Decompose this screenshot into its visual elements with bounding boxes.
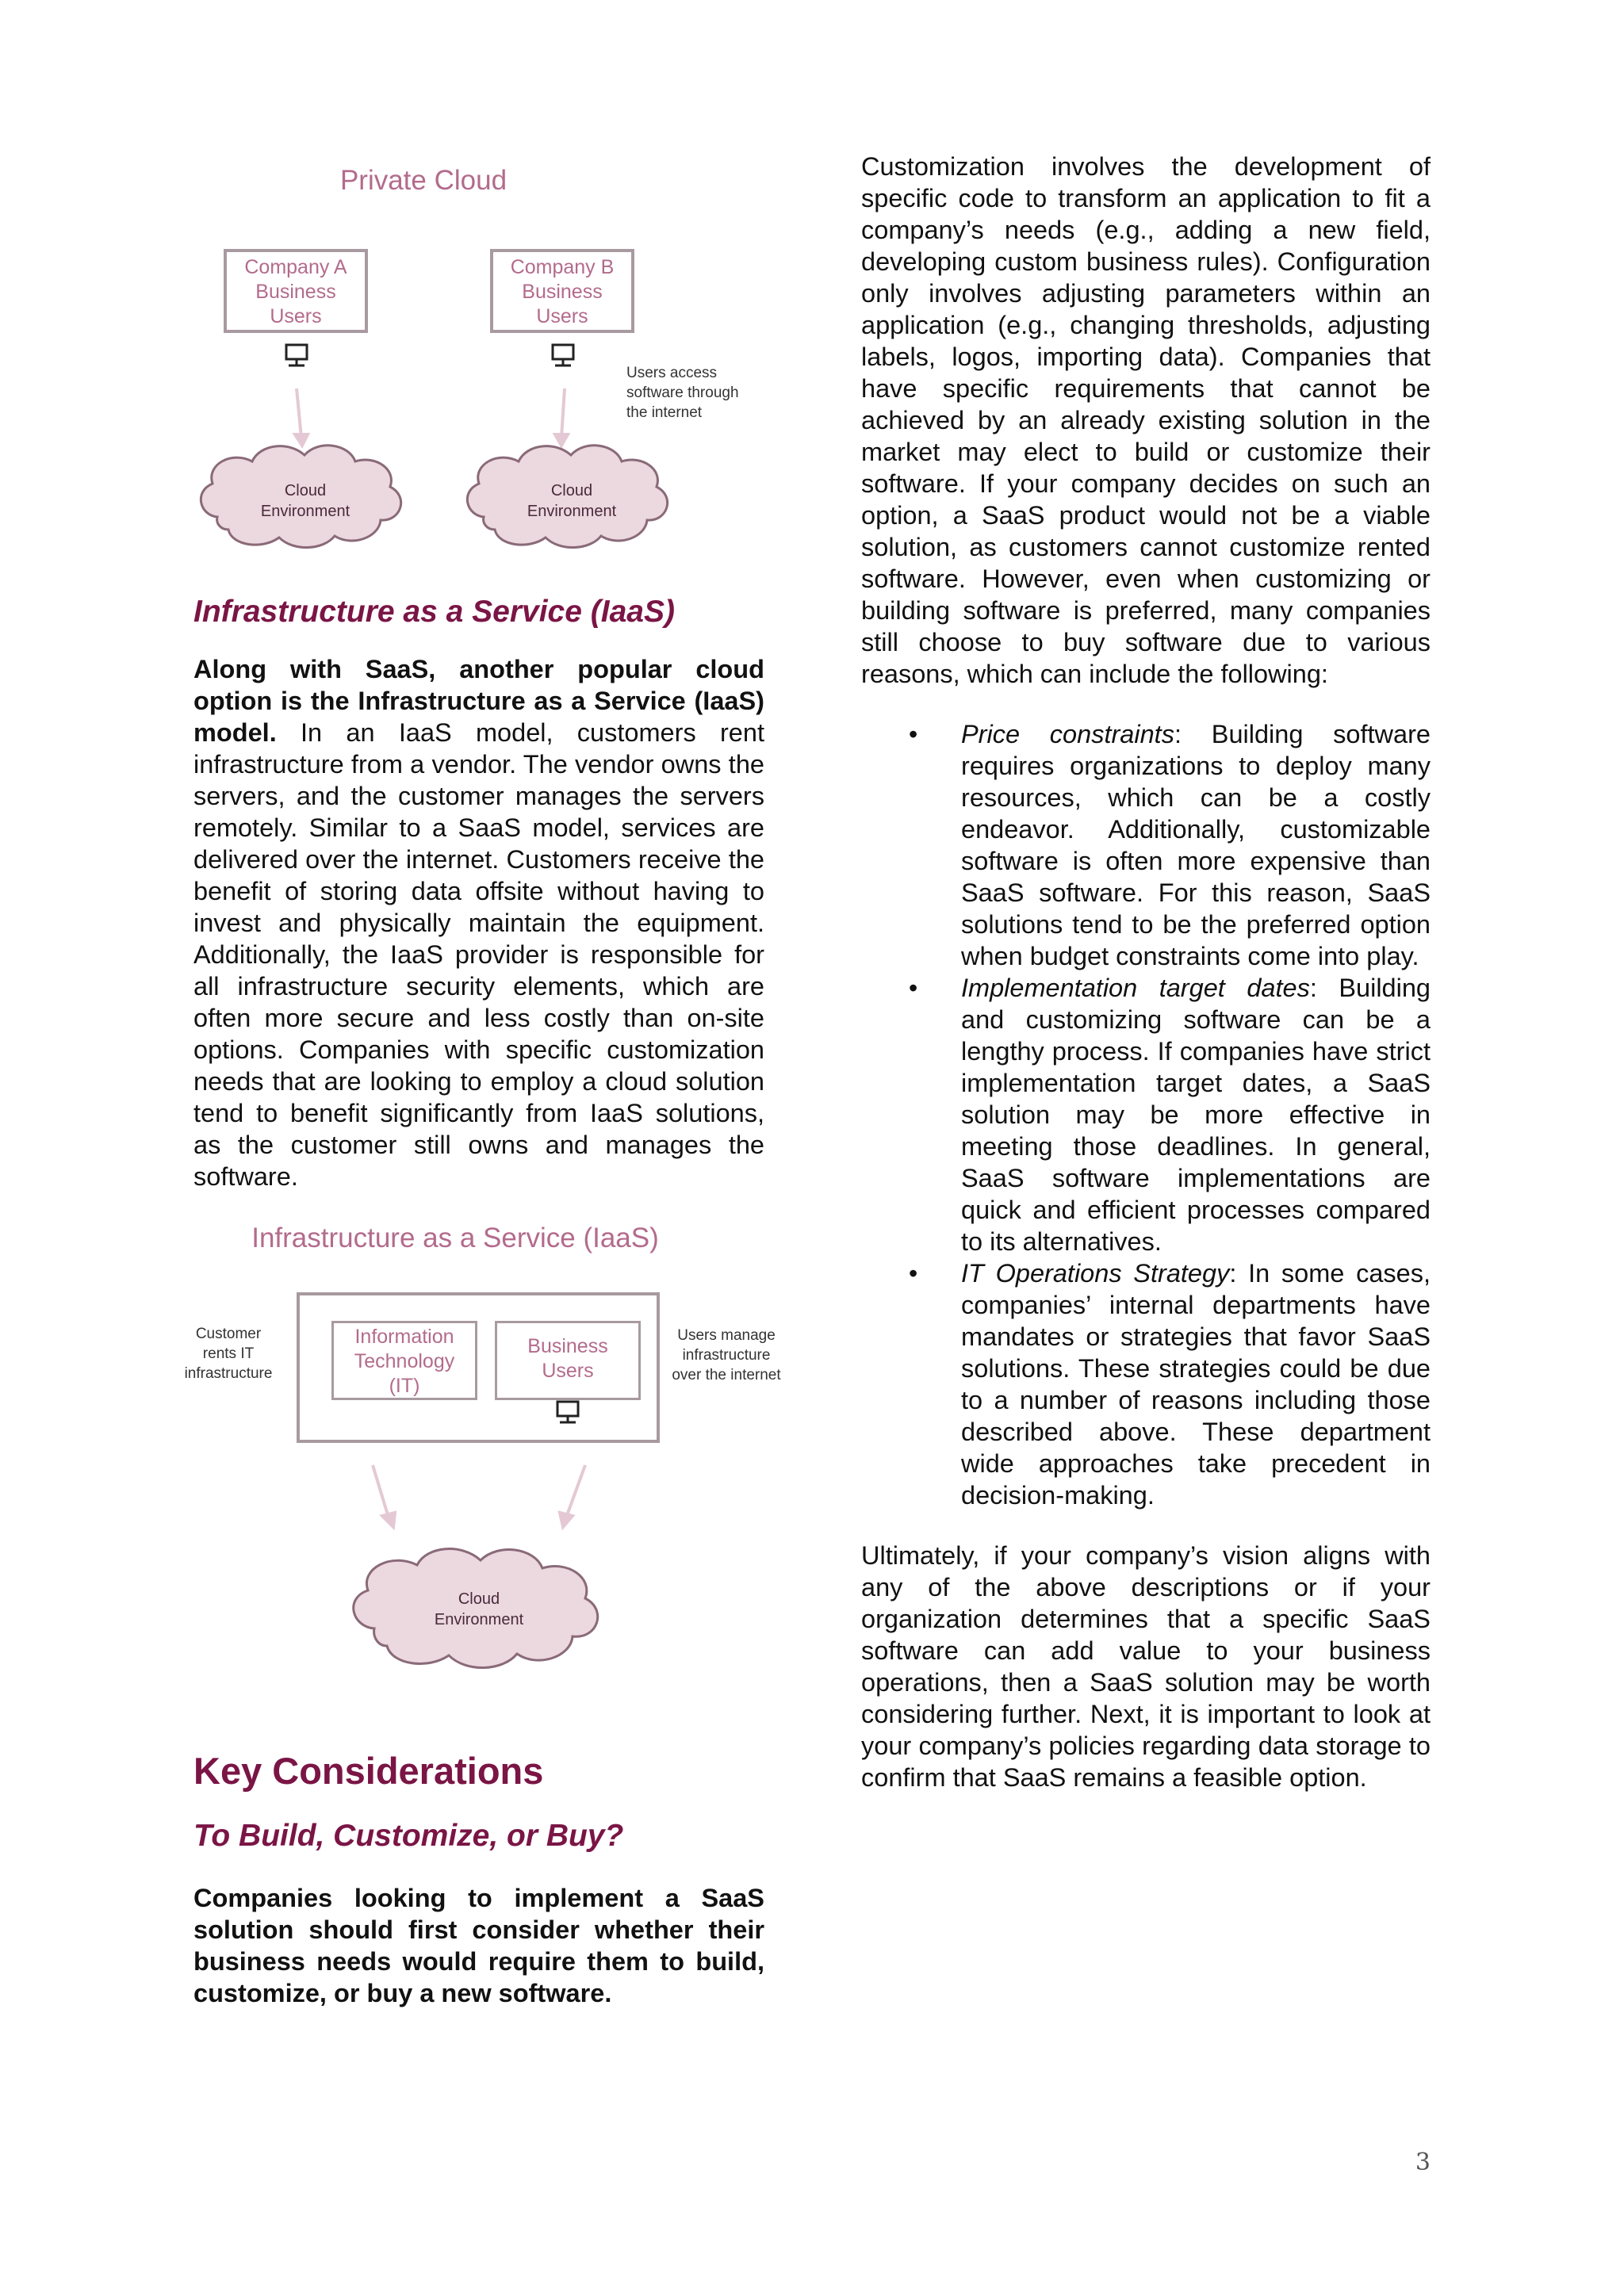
note-line: the internet — [626, 404, 703, 421]
iaas-diagram — [170, 1215, 788, 1714]
cloud-line: Environment — [434, 1611, 524, 1628]
box-line: Business — [522, 281, 603, 303]
box-line: Users — [270, 305, 322, 327]
iaas-body: In an IaaS model, customers rent infrastructure from a vendor. The vendor owns the servers, and the customer manages the servers remotely. Similar to a SaaS model, services are delivered over the internet. Customers receive the benefit of storing data offsite without having to invest and physically maintain the equipment. Additionally, the IaaS provider is responsible for all infrastructure security elements, which are often more secure and less costly than on-site options. Companies with specific customization needs that are looking to employ a cloud solution tend to benefit significantly from IaaS solutions, as the customer still owns and manages the software. — [193, 718, 764, 1191]
diagram-title: Private Cloud — [339, 165, 508, 196]
arrow-icon — [555, 388, 568, 446]
build-customize-buy-heading: To Build, Customize, or Buy? — [193, 1819, 624, 1853]
arrow-icon — [373, 1465, 395, 1527]
cloud-line: Environment — [260, 503, 350, 520]
list-item-body: : Building software requires organizations to deploy many resources, which can be a costly endeavor. Additionally, customizable software is often more expensive than SaaS software. For this reason, SaaS solutions tend to be the preferred option when budget constraints come into play. — [961, 720, 1431, 970]
list-item-text — [961, 972, 1431, 1257]
note-line: infrastructure — [682, 1347, 771, 1364]
box-line: Company B — [510, 256, 615, 278]
list-item-text — [961, 1257, 1431, 1511]
note-line: rents IT — [202, 1345, 255, 1362]
iaas-lead: Along with SaaS, another popular cloud option is the Infrastructure as a Service (IaaS) model. — [193, 655, 764, 747]
monitor-icon — [286, 345, 307, 365]
box-line: Users — [542, 1360, 594, 1382]
list-item-term: Price constraints — [961, 720, 1174, 748]
list-item-body: : Building and customizing software can be a lengthy process. If companies have strict implementation target dates, a SaaS solution may be more effective in meeting those deadlines. In general, SaaS software implementations are quick and efficient processes compared to its alternatives. — [961, 974, 1431, 1256]
note-line: infrastructure — [184, 1365, 273, 1382]
private-cloud-diagram — [186, 151, 756, 585]
monitor-icon — [553, 345, 573, 365]
list-item-term: Implementation target dates — [961, 974, 1310, 1002]
monitor-icon — [557, 1402, 578, 1422]
cloud-line: Cloud — [284, 482, 327, 499]
right-column — [861, 151, 1431, 1793]
iaas-heading: Infrastructure as a Service (IaaS) — [193, 595, 675, 629]
ultimately-paragraph: Ultimately, if your company’s vision aligns with any of the above descriptions or if your organization determines that a specific SaaS software can add value to your business operations, then a SaaS solution may be worth considering further. Next, it is important to look at your company’s policies regarding data storage to confirm that SaaS remains a feasible option. — [861, 1541, 1431, 1792]
diagram-title: Infrastructure as a Service (IaaS) — [251, 1223, 659, 1253]
arrow-icon — [560, 1465, 585, 1527]
list-item-body: : In some cases, companies’ internal departments have mandates or strategies that favor SaaS solutions. These strategies could be due to a number of reasons including those described above. These department wide approaches take precedent in decision-making. — [961, 1259, 1431, 1510]
iaas-paragraph — [193, 653, 764, 1192]
arrow-icon — [295, 388, 308, 446]
bullet-icon: • — [909, 720, 918, 748]
cloud-label — [512, 480, 631, 522]
bullet-icon: • — [909, 1259, 918, 1288]
cloud-label — [246, 480, 365, 522]
list-item-text — [961, 718, 1431, 972]
note-line: Users access — [626, 365, 718, 381]
note-line: Users manage — [677, 1327, 776, 1344]
key-lead-paragraph: Companies looking to implement a SaaS solution should first consider whether their business needs would require them to build, customize, or buy a new software. — [193, 1884, 764, 2007]
left-column — [184, 151, 781, 2009]
page-number: 3 — [1415, 2149, 1431, 2176]
list-item — [861, 1257, 1431, 1511]
box-line: Business — [255, 281, 336, 303]
cloud-line: Cloud — [550, 482, 593, 499]
box-line: Information — [354, 1326, 454, 1348]
key-considerations-heading: Key Considerations — [193, 1750, 544, 1792]
cloud-label — [408, 1589, 550, 1630]
box-line: Technology — [354, 1350, 455, 1372]
box-line: (IT) — [389, 1375, 420, 1397]
iaas-art — [170, 1215, 788, 1714]
note-line: over the internet — [672, 1367, 781, 1383]
box-line: Users — [536, 305, 588, 327]
note-line: software through — [626, 385, 739, 401]
note-line: Customer — [195, 1326, 262, 1342]
list-item — [861, 972, 1431, 1257]
list-item — [861, 718, 1431, 972]
bullet-icon: • — [909, 974, 918, 1002]
box-line: Company A — [244, 256, 347, 278]
list-item-term: IT Operations Strategy — [961, 1259, 1230, 1288]
cloud-line: Cloud — [458, 1590, 500, 1608]
cloud-line: Environment — [527, 503, 617, 520]
box-line: Business — [527, 1335, 608, 1357]
customization-paragraph: Customization involves the development of specific code to transform an application to fit a company’s needs (e.g., adding a new field, developing custom business rules). Configuration only involves adjusting parameters within an application (e.g., changing thresholds, adjusting labels, logos, importing data). Companies that have specific requirements that cannot be achieved by an already existing solution in the market may elect to build or customize their software. If your company decides on such an option, a SaaS product would not be a viable solution, as customers cannot customize rented software. However, even when customizing or building software is preferred, many companies still choose to buy software due to various reasons, which can include the following: — [861, 152, 1431, 688]
reasons-list — [861, 718, 1431, 1511]
